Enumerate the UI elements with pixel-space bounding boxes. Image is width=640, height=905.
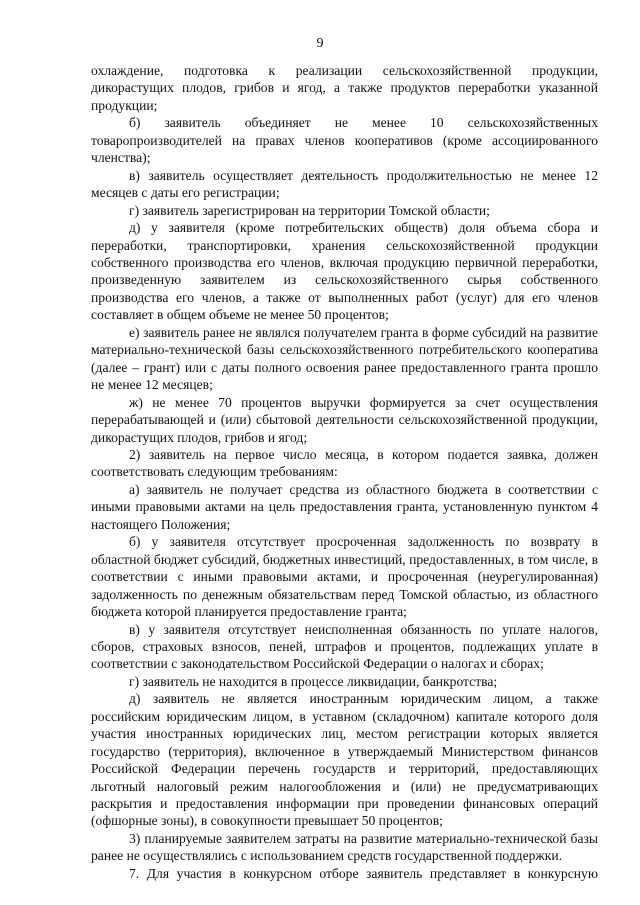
paragraph: г) заявитель зарегистрирован на территории Томской области; bbox=[129, 202, 490, 218]
paragraph: б) заявитель объединяет не менее 10 сельскохозяйственных товаропроизводителей на правах членов кооперативов (кроме ассоциированного членства); bbox=[91, 115, 598, 166]
paragraph: 2) заявитель на первое число месяца, в котором подается заявка, должен соответствовать следующим требованиям: bbox=[91, 446, 598, 480]
paragraph: д) заявитель не является иностранным юридическим лицом, а также российским юридическим лицом, в уставном (складочном) капитале которого доля участия иностранных юридических лиц, местом регистрации которых является государство (территория), включенное в утверждаемый Министерством финансов Российской Федерации перечень государств и территорий, предоставляющих льготный налоговый режим налогообложения и (или) не предусматривающих раскрытия и предоставления информации при проведении финансовых операций (офшорные зоны), в совокупности превышает 50 процентов; bbox=[91, 691, 598, 829]
page-number: 9 bbox=[316, 36, 324, 51]
paragraph: ж) не менее 70 процентов выручки формируется за счет осуществления перерабатывающей и (или) сбытовой деятельности сельскохозяйственной продукции, дикорастущих плодов, грибов и ягод; bbox=[91, 394, 598, 445]
paragraph: 3) планируемые заявителем затраты на развитие материально-технической базы ранее не осуществлялись с использованием средств государственной поддержки. bbox=[91, 830, 598, 864]
paragraph: д) у заявителя (кроме потребительских обществ) доля объема сбора и переработки, транспортировки, хранения сельскохозяйственной продукции собственного производства его членов, включая продукцию первичной переработки, произведенную заявителем из сельскохозяйственного сырья собственного производства его членов, а также от выполненных работ (услуг) для его членов составляет в общем объеме не менее 50 процентов; bbox=[91, 220, 598, 323]
paragraph: охлаждение, подготовка к реализации сельскохозяйственной продукции, дикорастущих плодов, грибов и ягод, а также продуктов переработки указанной продукции; bbox=[91, 63, 598, 113]
paragraph: в) у заявителя отсутствует неисполненная обязанность по уплате налогов, сборов, страховых взносов, пеней, штрафов и процентов, подлежащих уплате в соответствии с законодательством Российской Федерации о налогах и сборах; bbox=[91, 621, 598, 672]
document-body bbox=[91, 62, 598, 882]
paragraph: г) заявитель не находится в процессе ликвидации, банкротства; bbox=[129, 673, 498, 689]
paragraph: е) заявитель ранее не являлся получателем гранта в форме субсидий на развитие материально-технической базы сельскохозяйственного потребительского кооператива (далее – грант) или с даты полного освоения ранее предоставленного гранта прошло не менее 12 месяцев; bbox=[91, 324, 598, 393]
paragraph: а) заявитель не получает средства из областного бюджета в соответствии с иными правовыми актами на цель предоставления гранта, установленную пунктом 4 настоящего Положения; bbox=[91, 481, 598, 532]
paragraph: в) заявитель осуществляет деятельность продолжительностью не менее 12 месяцев с даты его регистрации; bbox=[91, 167, 598, 201]
paragraph: б) у заявителя отсутствует просроченная задолженность по возврату в областной бюджет субсидий, бюджетных инвестиций, предоставленных, в том числе, в соответствии с иными правовыми актами, и просроченная (неурегулированная) задолженность по денежным обязательствам перед Томской областью, из областного бюджета которой планируется предоставление гранта; bbox=[91, 534, 598, 620]
paragraph: 7. Для участия в конкурсном отборе заявитель представляет в конкурсную bbox=[129, 865, 598, 881]
